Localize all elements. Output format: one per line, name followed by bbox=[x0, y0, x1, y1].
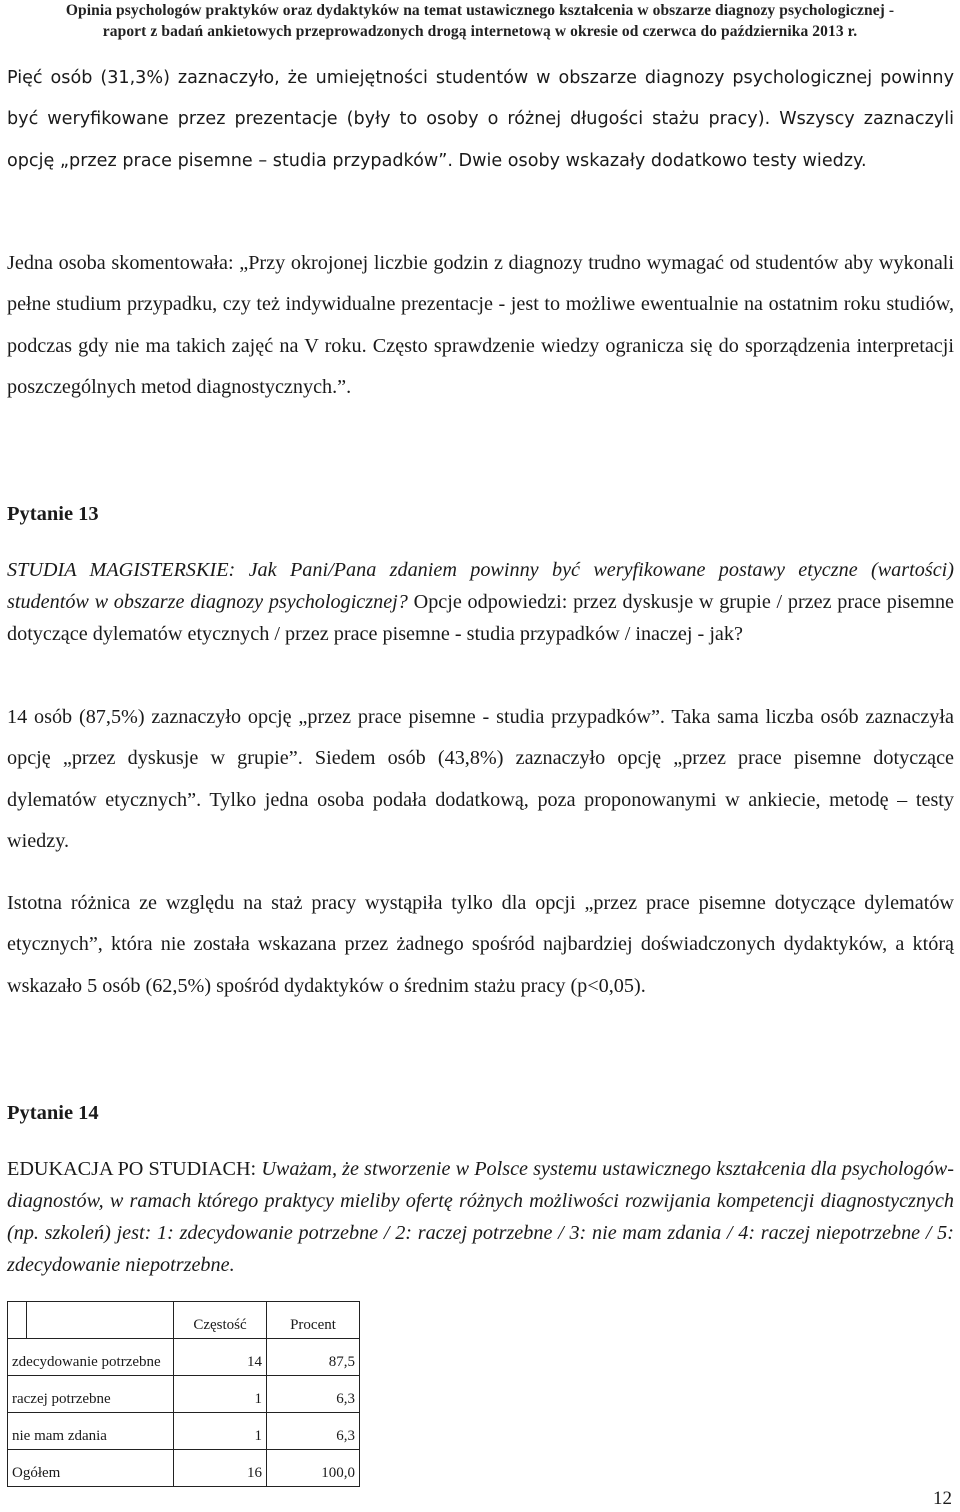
row-frequency: 14 bbox=[174, 1339, 267, 1376]
question-14-text bbox=[7, 1153, 954, 1281]
row-label: raczej potrzebne bbox=[8, 1376, 174, 1413]
header-percent: Procent bbox=[267, 1302, 360, 1339]
question-14-lead: EDUKACJA PO STUDIACH: bbox=[7, 1158, 262, 1180]
row-frequency: 1 bbox=[174, 1413, 267, 1450]
table-header-row bbox=[8, 1302, 360, 1339]
header-frequency: Częstość bbox=[174, 1302, 267, 1339]
frequency-table bbox=[7, 1301, 360, 1487]
header-line-2: raport z badań ankietowych przeprowadzonych drogą internetową w okresie od czerwca do października 2013 r. bbox=[102, 23, 858, 40]
row-label: Ogółem bbox=[8, 1450, 174, 1487]
question-13-title-block bbox=[7, 500, 954, 528]
row-percent: 6,3 bbox=[267, 1413, 360, 1450]
row-percent: 6,3 bbox=[267, 1376, 360, 1413]
table-row bbox=[8, 1450, 360, 1487]
table-row bbox=[8, 1376, 360, 1413]
question-14-block bbox=[7, 1153, 954, 1281]
table-row bbox=[8, 1339, 360, 1376]
row-label: nie mam zdania bbox=[8, 1413, 174, 1450]
row-frequency: 1 bbox=[174, 1376, 267, 1413]
table-row bbox=[8, 1413, 360, 1450]
header-line-1: Opinia psychologów praktyków oraz dydaktyków na temat ustawicznego kształcenia w obszarze diagnozy psychologicznej - bbox=[65, 2, 895, 19]
question-14-title: Pytanie 14 bbox=[7, 1102, 99, 1124]
question-13-options: Opcje odpowiedzi: przez dyskusje w grupie / przez prace pisemne dotyczące dylematów etycznych / przez prace pisemne - studia przypadków / inaczej - jak? bbox=[7, 591, 954, 645]
question-13-analysis-block bbox=[7, 883, 954, 1007]
question-13-text bbox=[7, 554, 954, 650]
question-13-question: STUDIA MAGISTERSKIE: Jak Pani/Pana zdaniem powinny być weryfikowane postawy etyczne (wartości) studentów w obszarze diagnozy psychologicznej? bbox=[7, 559, 954, 613]
row-label: zdecydowanie potrzebne bbox=[8, 1339, 174, 1376]
paragraph-1: Pięć osób (31,3%) zaznaczyło, że umiejętności studentów w obszarze diagnozy psychologicznej powinny być weryfikowane przez prezentacje (były to osoby o różnej długości stażu pracy). Wszyscy zaznaczyli opcję „przez prace pisemne – studia przypadków”. Dwie osoby wskazały dodatkowo testy wiedzy. bbox=[7, 68, 954, 171]
paragraph-2-block bbox=[7, 243, 954, 408]
question-13-title: Pytanie 13 bbox=[7, 503, 99, 525]
row-percent: 100,0 bbox=[267, 1450, 360, 1487]
row-frequency: 16 bbox=[174, 1450, 267, 1487]
page-number: 12 bbox=[933, 1488, 952, 1509]
question-14-question: Uważam, że stworzenie w Polsce systemu ustawicznego kształcenia dla psychologów-diagnostów, w ramach którego praktycy mieliby ofertę różnych możliwości rozwijania kompetencji diagnostycznych (np. szkoleń) jest: 1: zdecydowanie potrzebne / 2: raczej potrzebne / 3: nie mam zdania / 4: raczej niepotrzebne / 5: zdecydowanie niepotrzebne. bbox=[7, 1158, 954, 1276]
question-13-block bbox=[7, 554, 954, 650]
row-percent: 87,5 bbox=[267, 1339, 360, 1376]
question-13-result: 14 osób (87,5%) zaznaczyło opcję „przez prace pisemne - studia przypadków”. Taka sama liczba osób zaznaczyła opcję „przez dyskusje w grupie”. Siedem osób (43,8%) zaznaczyło opcję „przez prace pisemne dotyczące dylematów etycznych”. Tylko jedna osoba podała dodatkową, poza proponowanymi w ankiecie, metodę – testy wiedzy. bbox=[7, 706, 954, 852]
page-header bbox=[0, 0, 960, 46]
question-13-result-block bbox=[7, 697, 954, 862]
paragraph-1-block bbox=[7, 58, 954, 182]
question-13-analysis: Istotna różnica ze względu na staż pracy wystąpiła tylko dla opcji „przez prace pisemne dotyczące dylematów etycznych”, która nie została wskazana przez żadnego spośród najbardziej doświadczonych dydaktyków, a którą wskazało 5 osób (62,5%) spośród dydaktyków o średnim stażu pracy (p<0,05). bbox=[7, 892, 954, 997]
question-14-title-block bbox=[7, 1099, 954, 1127]
paragraph-2: Jedna osoba skomentowała: „Przy okrojonej liczbie godzin z diagnozy trudno wymagać od studentów aby wykonali pełne studium przypadku, czy też indywidualne prezentacje - jest to możliwe ewentualnie na ostatnim roku studiów, podczas gdy nie ma takich zajęć na V roku. Często sprawdzenie wiedzy ogranicza się do sporządzenia interpretacji poszczególnych metod diagnostycznych.”. bbox=[7, 252, 954, 398]
